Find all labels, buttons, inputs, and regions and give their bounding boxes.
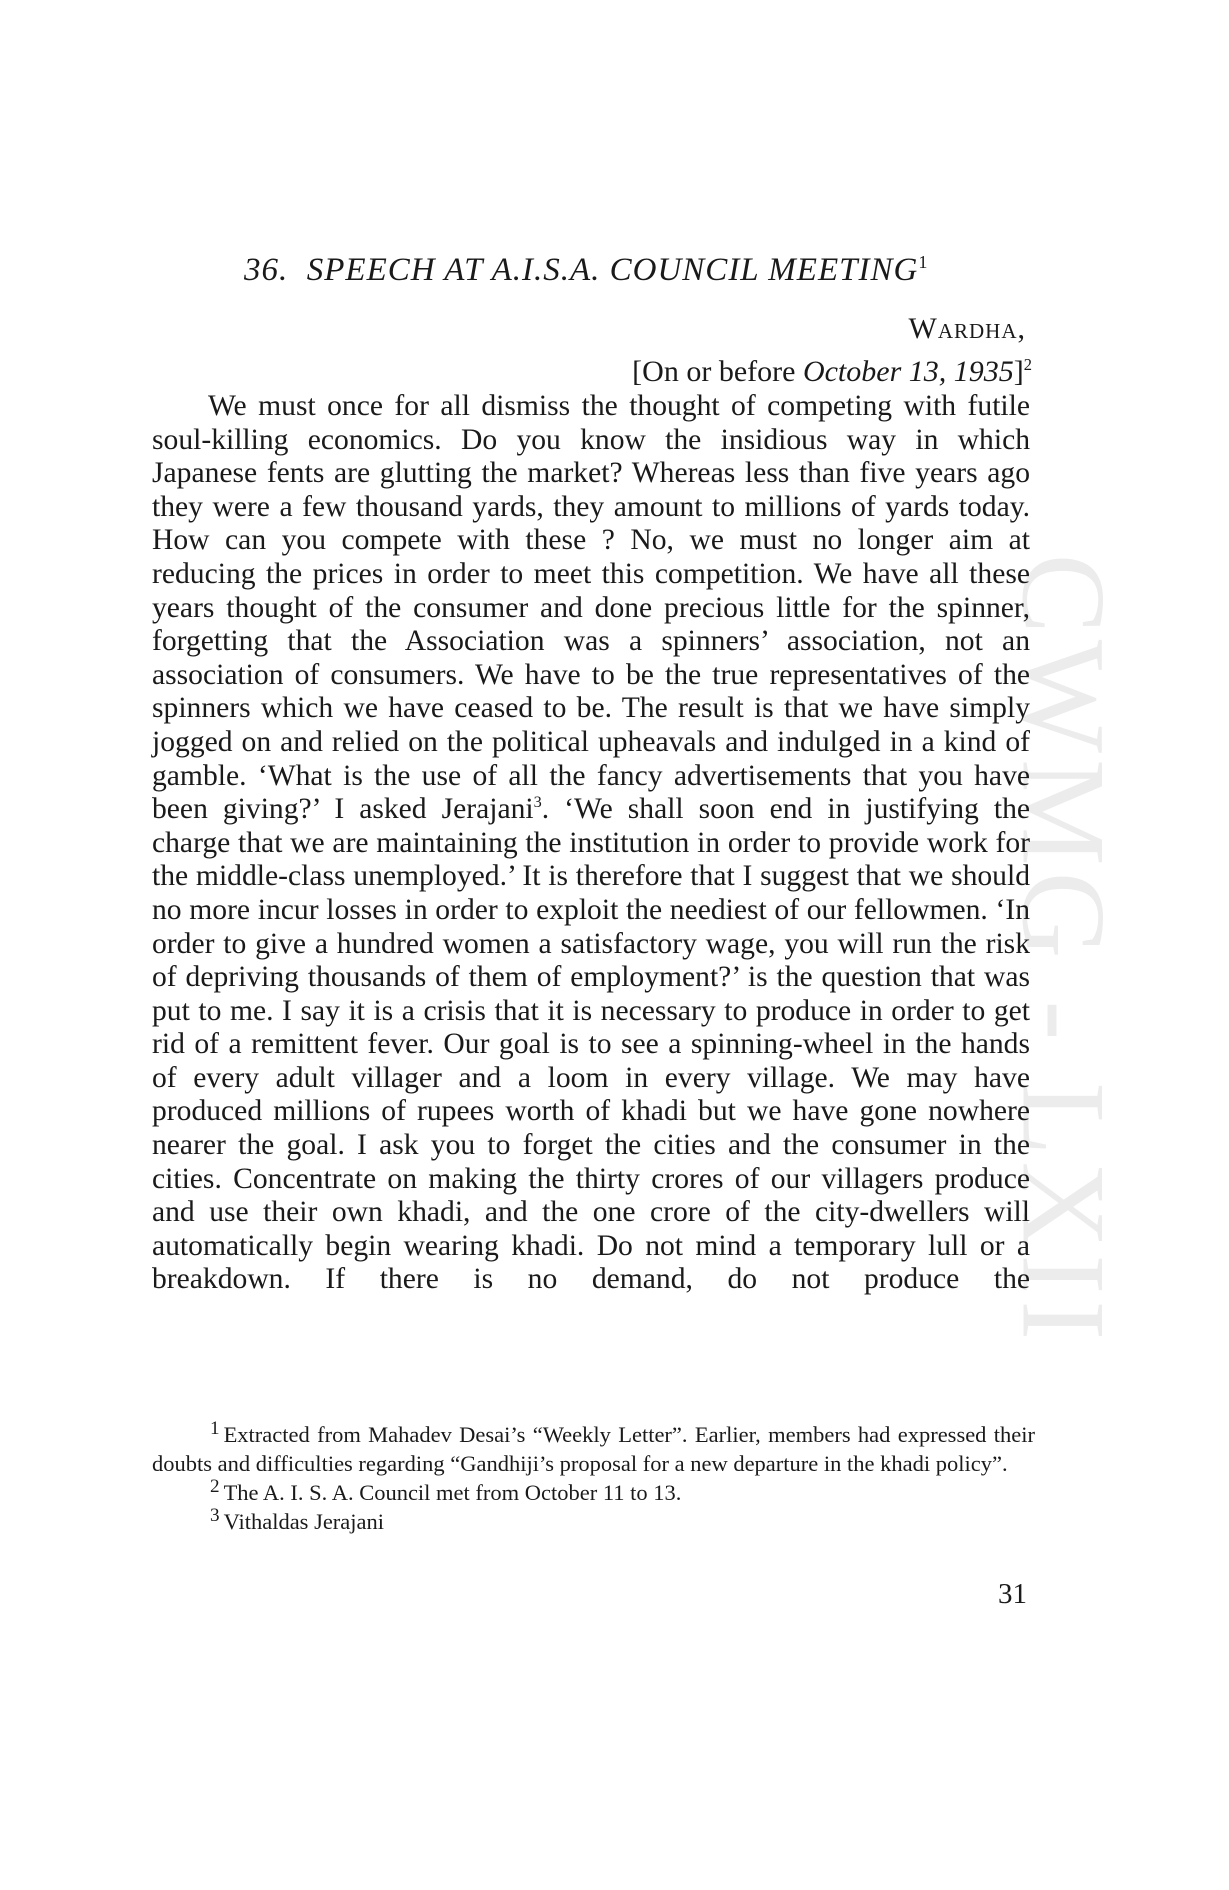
dateline-place: Wardha, (908, 312, 1026, 345)
footnote-3 (152, 1504, 1035, 1536)
footnotes (152, 1417, 1035, 1536)
footnote-ref-2[interactable]: 2 (1023, 355, 1032, 374)
footnote-1-number: 1 (210, 1417, 220, 1439)
speech-body (152, 390, 1030, 1297)
date-italic: October 13, 1935 (802, 355, 1014, 388)
footnote-2 (152, 1475, 1035, 1507)
footnote-3-number: 3 (210, 1504, 220, 1526)
footnote-3-text: Vithaldas Jerajani (223, 1509, 385, 1534)
footnote-2-text: The A. I. S. A. Council met from October 11 to 13. (223, 1480, 682, 1505)
date-prefix: [On or before (632, 355, 803, 388)
chapter-title: SPEECH AT A.I.S.A. COUNCIL MEETING (306, 252, 919, 288)
footnote-2-number: 2 (210, 1475, 220, 1497)
footnote-ref-1[interactable]: 1 (918, 252, 929, 272)
chapter-number: 36. (244, 252, 289, 288)
chapter-heading (244, 252, 928, 289)
page-number: 31 (998, 1578, 1027, 1610)
footnote-1 (152, 1417, 1035, 1478)
body-text-part-1: We must once for all dismiss the thought of competing with futile soul-killing economics. Do you know the insidious way in which Japanese fents are glutting the market? Whereas less than five years ago they were a few thousand yards, they amount to millions of yards today. How can you compete with these ? No, we must no longer aim at reducing the prices in order to meet this competition. We have all these years thought of the consumer and done precious little for the spinner, forgetting that the Association was a spinners’ association, not an association of consumers. We have to be the true representatives of the spinners which we have ceased to be. The result is that we have simply jogged on and relied on the political upheavals and indulged in a kind of gamble. ‘What is the use of all the fancy advertisements that you have been giving?’ I asked Jerajani (152, 390, 1030, 826)
watermark-text: CWMG - LXII (997, 553, 1131, 1347)
footnote-ref-3[interactable]: 3 (533, 792, 542, 812)
date-suffix: ] (1013, 355, 1024, 388)
body-text-part-2: . ‘We shall soon end in justifying the charge that we are maintaining the institution in order to provide work for the middle-class unemployed.’ It is therefore that I suggest that we should no more incur losses in order to exploit the neediest of our fellowmen. ‘In order to give a hundred women a satisfactory wage, you will run the risk of depriving thousands of them of employment?’ is the question that was put to me. I say it is a crisis that it is necessary to produce in order to get rid of a remittent fever. Our goal is to see a spinning-wheel in the hands of every adult villager and a loom in every village. We may have produced millions of rupees worth of khadi but we have gone nowhere nearer the goal. I ask you to forget the cities and the consumer in the cities. Concentrate on making the thirty crores of our villagers produce and use their own khadi, and the one crore of the city-dwellers will automatically begin wearing khadi. Do not mind a temporary lull or a breakdown. If there is no demand, do not produce the (152, 793, 1030, 1296)
dateline-date (632, 355, 1032, 389)
footnote-1-text: Extracted from Mahadev Desai’s “Weekly Letter”. Earlier, members had expressed their doubts and difficulties regarding “Gandhiji’s proposal for a new departure in the khadi policy”. (152, 1422, 1035, 1476)
